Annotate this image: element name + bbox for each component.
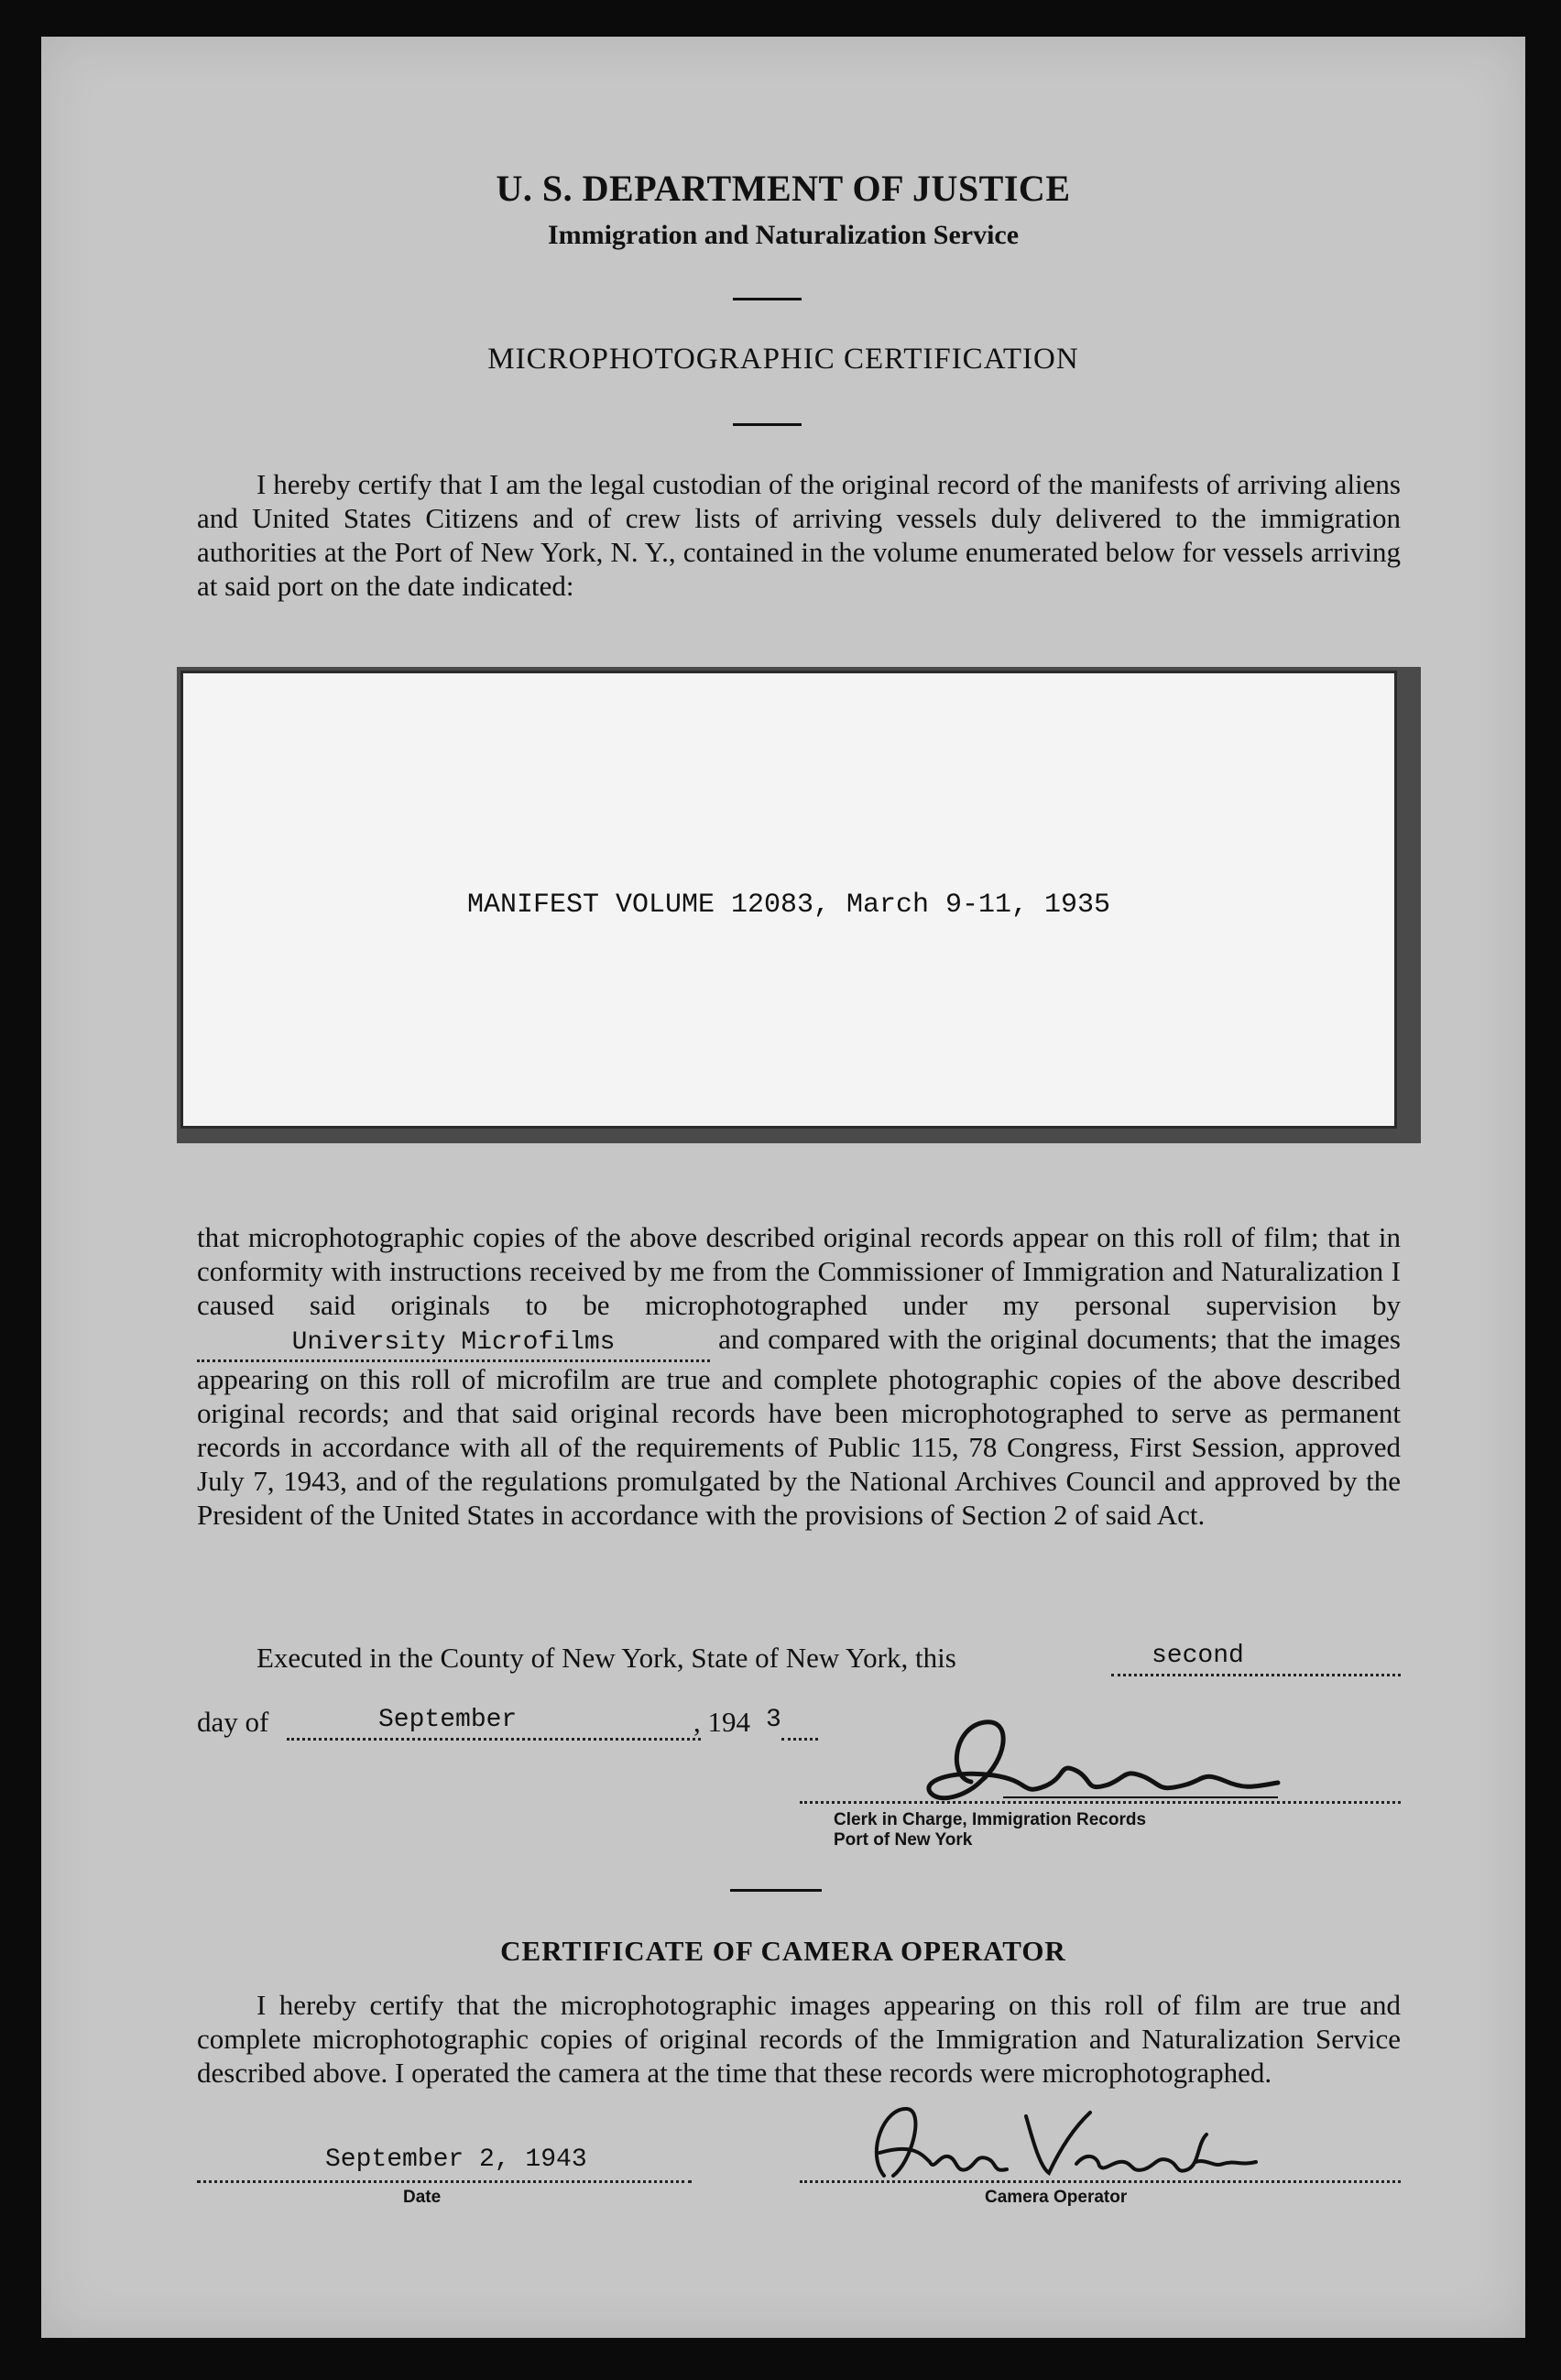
body-text-part1: that microphotographic copies of the above described original records appear on this roll of film; that in conformity with instructions received by me from the Commissioner of Immigration and Naturalization I caused said originals to be microphotographed under my personal supervision by (197, 1221, 1401, 1321)
camera-certificate-title: CERTIFICATE OF CAMERA OPERATOR (500, 1935, 1066, 1967)
operator-signature-line (800, 2180, 1401, 2183)
clerk-title (834, 1810, 1146, 1851)
date-line (197, 2180, 692, 2183)
header-divider (733, 298, 802, 300)
execution-month-value: September (378, 1706, 518, 1734)
title-divider (733, 423, 802, 426)
manifest-volume-text: MANIFEST VOLUME 12083, March 9-11, 1935 (466, 890, 1111, 921)
record-card (180, 671, 1397, 1129)
department-heading: U. S. DEPARTMENT OF JUSTICE (496, 168, 1071, 209)
camera-certificate-text: I hereby certify that the microphotographic images appearing on this roll of film are true and complete microphotographic copies of original records of the Immigration and Naturalization Service described above. I operated the camera at the time that these records were microphotographed. (197, 1989, 1401, 2089)
month-dotline (287, 1738, 701, 1741)
body-paragraph (197, 1220, 1401, 1532)
year-dotline (781, 1738, 818, 1741)
execution-day-value: second (1152, 1642, 1244, 1670)
year-digit-value: 3 (766, 1706, 781, 1734)
service-subheading: Immigration and Naturalization Service (547, 220, 1020, 250)
operator-date-value: September 2, 1943 (325, 2145, 587, 2174)
execution-lead: Executed in the County of New York, State of New York, this (257, 1642, 956, 1674)
operator-signature-image (829, 2089, 1287, 2189)
body-text-part2: and compared with the original documents; that the images appearing on this roll of microfilm are true and complete photographic copies of the above described original records; and that said original records have been microphotographed to serve as permanent records in accordance with all of the requirements of Public 115, 78 Congress, First Session, approved July 7, 1943, and of the regulations promulgated by the National Archives Council and approved by the President of the United States in accordance with the provisions of Section 2 of said Act. (197, 1323, 1401, 1531)
date-label: Date (403, 2188, 442, 2207)
execution-day-dotline (1111, 1674, 1401, 1676)
year-prefix: , 194 (693, 1706, 750, 1738)
intro-paragraph: I hereby certify that I am the legal custodian of the original record of the manifests of arriving aliens and United States Citizens and of crew lists of arriving vessels duly delivered to the immigration authorities at the Port of New York, N. Y., contained in the volume enumerated below for vessels arriving at said port on the date indicated: (197, 468, 1401, 602)
certificate-sheet (41, 37, 1525, 2338)
clerk-signature-line (800, 1801, 1401, 1804)
section-divider (730, 1889, 822, 1892)
supervisor-value: University Microfilms (291, 1328, 616, 1357)
day-of-label: day of (197, 1706, 269, 1738)
form-title: MICROPHOTOGRAPHIC CERTIFICATION (487, 343, 1079, 376)
clerk-title-line2: Port of New York (834, 1830, 973, 1850)
clerk-title-line1: Clerk in Charge, Immigration Records (834, 1810, 1147, 1829)
camera-operator-label: Camera Operator (985, 2188, 1128, 2207)
supervisor-field (197, 1322, 710, 1362)
